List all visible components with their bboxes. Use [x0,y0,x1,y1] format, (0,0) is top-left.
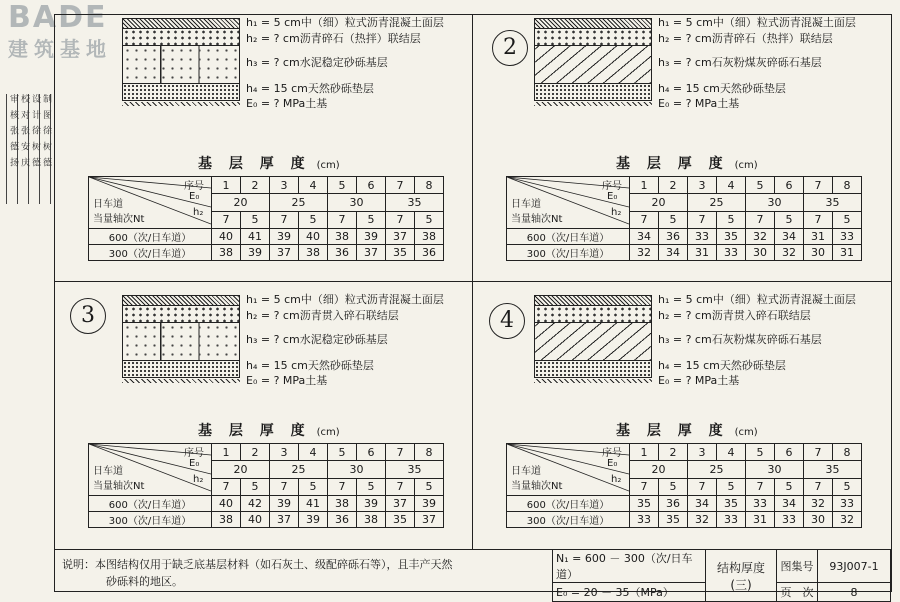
pavement-layer-1 [122,295,240,305]
value-cell: 39 [415,496,444,512]
value-cell: 39 [241,245,270,261]
value-cell: 37 [357,245,386,261]
value-cell: 33 [833,496,862,512]
table-header-diagonal [507,177,630,229]
h2-cell: 7 [386,211,415,228]
e0-cell: 35 [804,461,862,478]
seq-cell: 2 [659,444,688,461]
thickness-table [506,443,862,528]
value-cell: 36 [659,229,688,245]
subgrade-hatch [534,102,652,106]
value-cell: 39 [357,229,386,245]
h2-cell: 7 [270,211,299,228]
h2-cell: 5 [717,478,746,495]
h2-cell: 7 [746,211,775,228]
h2-cell: 5 [833,478,862,495]
seq-cell: 3 [270,177,299,194]
layer-label: E₀ = ? MPa土基 [658,97,740,110]
value-cell: 35 [717,496,746,512]
header-seq-label: 序号 [602,181,622,192]
value-cell: 33 [746,496,775,512]
value-cell: 33 [630,512,659,528]
h2-cell: 5 [659,478,688,495]
pavement-layer-2 [122,28,240,45]
header-h2-label: h₂ [611,207,622,218]
header-row-label-2: 当量轴次Nt [511,481,563,492]
h2-cell: 7 [746,478,775,495]
value-cell: 32 [688,512,717,528]
value-cell: 38 [212,245,241,261]
pavement-layer-2 [122,305,240,322]
header-row-label-2: 当量轴次Nt [511,214,563,225]
e0-cell: 20 [630,461,688,478]
value-cell: 33 [833,229,862,245]
note [62,556,453,590]
seq-cell: 1 [212,444,241,461]
layer-label: h₃ = ? cm水泥稳定砂砾基层 [246,333,388,346]
seq-cell: 6 [357,444,386,461]
value-cell: 40 [299,229,328,245]
header-h2-label: h₂ [193,474,204,485]
h2-cell: 7 [328,478,357,495]
seq-cell: 2 [659,177,688,194]
table-row [89,496,444,512]
e0-cell: 25 [270,194,328,211]
h2-cell: 5 [775,211,804,228]
table-title-text: 基 层 厚 度 [198,423,311,439]
value-cell: 38 [299,245,328,261]
e0-cell: 25 [270,461,328,478]
value-cell: 34 [659,245,688,261]
row-label: 300（次/日车道） [89,245,212,261]
layer-label: E₀ = ? MPa土基 [658,374,740,387]
sidebar-entry: 审 核 张 德 扬 [8,94,18,169]
e0-cell: 35 [386,461,444,478]
seq-cell: 4 [717,444,746,461]
h2-cell: 5 [659,211,688,228]
h2-cell: 7 [212,478,241,495]
table-row [89,512,444,528]
row-label: 600（次/日车道） [89,496,212,512]
table-unit: (cm) [734,427,758,438]
value-cell: 41 [299,496,328,512]
seq-cell: 3 [688,177,717,194]
e0-cell: 30 [746,461,804,478]
layer-label: h₂ = ? cm沥青碎石（热拌）联结层 [658,32,833,45]
pavement-layer-1 [534,18,652,28]
e0-cell: 20 [212,461,270,478]
header-e0-label: E₀ [189,191,200,202]
value-cell: 35 [386,512,415,528]
header-e0-label: E₀ [607,191,618,202]
value-cell: 39 [357,496,386,512]
h2-cell: 7 [804,211,833,228]
subgrade-hatch [122,102,240,106]
title-block-atlas-no: 93J007-1 [818,550,891,583]
value-cell: 39 [299,512,328,528]
layer-label: h₄ = 15 cm天然砂砾垫层 [658,82,786,95]
header-e0-label: E₀ [607,458,618,469]
h2-cell: 5 [241,211,270,228]
row-label: 300（次/日车道） [89,512,212,528]
watermark-subtitle: 建筑基地 [8,37,112,61]
seq-cell: 2 [241,177,270,194]
value-cell: 35 [717,229,746,245]
layer-label: h₃ = ? cm水泥稳定砂砾基层 [246,56,388,69]
sidebar-entry: 校 对 张 安 庆 [19,94,29,169]
h2-cell: 7 [270,478,299,495]
value-cell: 38 [328,229,357,245]
value-cell: 34 [775,496,804,512]
value-cell: 37 [270,512,299,528]
h2-cell: 5 [241,478,270,495]
table-header-diagonal [507,444,630,496]
sidebar-entry: 制 图 徐 树 德 [41,94,51,169]
header-h2-label: h₂ [193,207,204,218]
seq-cell: 7 [804,177,833,194]
e0-cell: 20 [212,194,270,211]
h2-cell: 5 [717,211,746,228]
value-cell: 38 [357,512,386,528]
value-cell: 31 [833,245,862,261]
pavement-layer-4 [534,83,652,101]
value-cell: 37 [270,245,299,261]
h2-cell: 7 [630,478,659,495]
value-cell: 30 [804,512,833,528]
table-title [616,420,758,440]
e0-cell: 30 [328,194,386,211]
thickness-table [506,176,862,261]
h2-cell: 7 [328,211,357,228]
table-title [616,153,758,173]
title-block-atlas-label: 图集号 [777,550,818,583]
note-line-1: 说明：本图结构仅用于缺乏底基层材料（如石灰土、级配碎砾石等），且丰产天然 [62,558,453,571]
table-title-text: 基 层 厚 度 [616,156,729,172]
value-cell: 37 [415,512,444,528]
value-cell: 31 [804,229,833,245]
approval-sidebar [6,14,52,194]
value-cell: 33 [717,512,746,528]
layer-label: h₁ = 5 cm中（细）粒式沥青混凝土面层 [658,16,856,29]
row-label: 300（次/日车道） [507,245,630,261]
seq-cell: 4 [717,177,746,194]
table-row [507,496,862,512]
title-block-page-label: 页 次 [777,583,818,602]
layer-label: h₄ = 15 cm天然砂砾垫层 [658,359,786,372]
panel-number: 3 [70,298,106,334]
header-row-label-1: 日车道 [511,199,541,210]
layer-label: h₂ = ? cm沥青碎石（热拌）联结层 [246,32,421,45]
seq-cell: 5 [746,177,775,194]
layer-label: h₃ = ? cm石灰粉煤灰碎砾石基层 [658,333,822,346]
seq-cell: 1 [212,177,241,194]
title-block-n: N₁ = 600 － 300（次/日车道） [553,550,706,583]
h2-cell: 5 [833,211,862,228]
seq-cell: 4 [299,444,328,461]
value-cell: 34 [775,229,804,245]
header-seq-label: 序号 [184,181,204,192]
layer-label: E₀ = ? MPa土基 [246,97,328,110]
value-cell: 32 [630,245,659,261]
value-cell: 38 [415,229,444,245]
layer-label: h₂ = ? cm沥青贯入碎石联结层 [658,309,811,322]
seq-cell: 6 [775,444,804,461]
panel-number: 4 [489,303,525,339]
header-row-label-2: 当量轴次Nt [93,481,145,492]
seq-cell: 5 [328,444,357,461]
h2-cell: 5 [415,211,444,228]
value-cell: 32 [804,496,833,512]
value-cell: 34 [688,496,717,512]
title-block-name: 结构厚度(三) [706,550,777,602]
header-row-label-1: 日车道 [511,466,541,477]
frame-divider-horizontal [54,281,892,282]
value-cell: 31 [746,512,775,528]
header-h2-label: h₂ [611,474,622,485]
h2-cell: 7 [212,211,241,228]
seq-cell: 7 [386,444,415,461]
header-e0-label: E₀ [189,458,200,469]
watermark-logo-text: BADE [8,0,108,35]
seq-cell: 4 [299,177,328,194]
title-block [552,549,891,602]
seq-cell: 7 [386,177,415,194]
layer-label: h₁ = 5 cm中（细）粒式沥青混凝土面层 [246,16,444,29]
seq-cell: 8 [833,177,862,194]
h2-cell: 5 [357,478,386,495]
header-row-label-2: 当量轴次Nt [93,214,145,225]
table-row [507,245,862,261]
value-cell: 40 [212,229,241,245]
h2-cell: 5 [357,211,386,228]
layer-label: h₃ = ? cm石灰粉煤灰碎砾石基层 [658,56,822,69]
header-row-label-1: 日车道 [93,199,123,210]
h2-cell: 5 [299,211,328,228]
seq-cell: 5 [328,177,357,194]
pavement-layer-3 [534,45,652,83]
seq-cell: 1 [630,444,659,461]
row-label: 600（次/日车道） [507,496,630,512]
subgrade-hatch [122,379,240,383]
pavement-structure-diagram [534,18,652,101]
pavement-structure-diagram [122,18,240,101]
value-cell: 37 [386,496,415,512]
h2-cell: 7 [688,478,717,495]
value-cell: 39 [270,496,299,512]
seq-cell: 7 [804,444,833,461]
h2-cell: 7 [386,478,415,495]
layer-label: h₂ = ? cm沥青贯入碎石联结层 [246,309,399,322]
pavement-layer-1 [534,295,652,305]
value-cell: 33 [775,512,804,528]
table-title [198,153,340,173]
e0-cell: 30 [746,194,804,211]
h2-cell: 7 [630,211,659,228]
seq-cell: 8 [415,177,444,194]
seq-cell: 3 [270,444,299,461]
seq-cell: 8 [415,444,444,461]
value-cell: 36 [328,245,357,261]
e0-cell: 25 [688,461,746,478]
table-header-diagonal [89,444,212,496]
value-cell: 39 [270,229,299,245]
layer-label: h₄ = 15 cm天然砂砾垫层 [246,359,374,372]
sidebar-entry: 设 计 徐 树 德 [30,94,40,169]
title-block-page-no: 8 [818,583,891,602]
value-cell: 41 [241,229,270,245]
thickness-table [88,443,444,528]
pavement-layer-2 [534,305,652,322]
e0-cell: 35 [386,194,444,211]
table-title [198,420,340,440]
seq-cell: 3 [688,444,717,461]
value-cell: 42 [241,496,270,512]
pavement-layer-4 [122,83,240,101]
table-unit: (cm) [734,160,758,171]
thickness-table [88,176,444,261]
value-cell: 32 [746,229,775,245]
pavement-layer-3 [122,45,240,83]
header-row-label-1: 日车道 [93,466,123,477]
e0-cell: 30 [328,461,386,478]
row-label: 600（次/日车道） [507,229,630,245]
pavement-layer-3 [122,322,240,360]
e0-cell: 20 [630,194,688,211]
value-cell: 33 [717,245,746,261]
table-title-text: 基 层 厚 度 [616,423,729,439]
value-cell: 38 [212,512,241,528]
layer-label: E₀ = ? MPa土基 [246,374,328,387]
e0-cell: 25 [688,194,746,211]
row-label: 300（次/日车道） [507,512,630,528]
h2-cell: 7 [804,478,833,495]
value-cell: 36 [415,245,444,261]
table-row [507,512,862,528]
note-line-2: 砂砾料的地区。 [106,575,183,588]
seq-cell: 1 [630,177,659,194]
h2-cell: 5 [775,478,804,495]
subgrade-hatch [534,379,652,383]
value-cell: 40 [241,512,270,528]
pavement-layer-3 [534,322,652,360]
value-cell: 36 [659,496,688,512]
value-cell: 33 [688,229,717,245]
seq-cell: 2 [241,444,270,461]
pavement-layer-2 [534,28,652,45]
row-label: 600（次/日车道） [89,229,212,245]
value-cell: 34 [630,229,659,245]
h2-cell: 5 [415,478,444,495]
value-cell: 32 [833,512,862,528]
value-cell: 35 [630,496,659,512]
value-cell: 35 [659,512,688,528]
value-cell: 36 [328,512,357,528]
seq-cell: 6 [357,177,386,194]
value-cell: 37 [386,229,415,245]
value-cell: 32 [775,245,804,261]
value-cell: 31 [688,245,717,261]
seq-cell: 8 [833,444,862,461]
table-unit: (cm) [316,160,340,171]
layer-label: h₁ = 5 cm中（细）粒式沥青混凝土面层 [246,293,444,306]
table-row [89,245,444,261]
seq-cell: 5 [746,444,775,461]
value-cell: 35 [386,245,415,261]
table-title-text: 基 层 厚 度 [198,156,311,172]
value-cell: 30 [746,245,775,261]
panel-number: 2 [492,30,528,66]
pavement-layer-4 [122,360,240,378]
table-header-diagonal [89,177,212,229]
layer-label: h₁ = 5 cm中（细）粒式沥青混凝土面层 [658,293,856,306]
table-unit: (cm) [316,427,340,438]
h2-cell: 7 [688,211,717,228]
table-row [507,229,862,245]
header-seq-label: 序号 [602,448,622,459]
value-cell: 40 [212,496,241,512]
e0-cell: 35 [804,194,862,211]
pavement-structure-diagram [534,295,652,378]
seq-cell: 6 [775,177,804,194]
h2-cell: 5 [299,478,328,495]
pavement-layer-4 [534,360,652,378]
header-seq-label: 序号 [184,448,204,459]
value-cell: 30 [804,245,833,261]
pavement-structure-diagram [122,295,240,378]
pavement-layer-1 [122,18,240,28]
title-block-e: E₀ = 20 － 35（MPa） [553,583,706,602]
table-row [89,229,444,245]
layer-label: h₄ = 15 cm天然砂砾垫层 [246,82,374,95]
value-cell: 38 [328,496,357,512]
